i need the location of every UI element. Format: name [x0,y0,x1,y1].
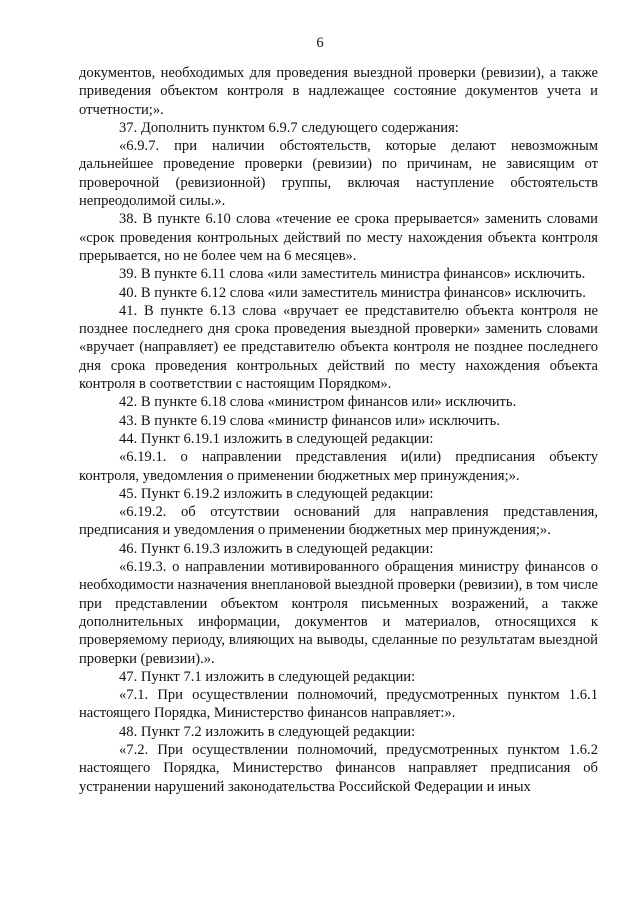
paragraph: документов, необходимых для проведения выездной проверки (ревизии), а также приведения объектом контроля в надлежащее состояние документов учета и отчетности;». [79,65,598,118]
paragraph: 44. Пункт 6.19.1 изложить в следующей редакции: [119,430,434,447]
paragraph: «6.19.2. об отсутствии оснований для направления представления, предписания и уведомления о применении бюджетных мер принуждения;». [79,504,598,539]
paragraph: 47. Пункт 7.1 изложить в следующей редакции: [119,668,416,685]
paragraph: 38. В пункте 6.10 слова «течение ее срока прерывается» заменить словами «срок проведения контрольных действий по месту нахождения объекта контроля прерывается, но не более чем на 6 месяцев». [79,211,598,264]
paragraph: «6.9.7. при наличии обстоятельств, которые делают невозможным дальнейшее проведение проверки (ревизии) по причинам, не зависящим от проверочной (ревизионной) группы, включая наступление обстоятельств непреодолимой силы.». [79,138,598,210]
paragraph: 37. Дополнить пунктом 6.9.7 следующего содержания: [119,119,459,136]
paragraph: 46. Пункт 6.19.3 изложить в следующей редакции: [119,540,434,557]
document-body [79,64,598,796]
paragraph: 42. В пункте 6.18 слова «министром финансов или» исключить. [119,394,517,411]
paragraph: 39. В пункте 6.11 слова «или заместитель министра финансов» исключить. [119,266,586,283]
paragraph: 43. В пункте 6.19 слова «министр финансов или» исключить. [119,412,500,429]
paragraph: 48. Пункт 7.2 изложить в следующей редакции: [119,723,416,740]
paragraph: «7.2. При осуществлении полномочий, предусмотренных пунктом 1.6.2 настоящего Порядка, Министерство финансов направляет предписания об устранении нарушений законодательства Российской Федерации и иных [79,741,598,795]
paragraph: 41. В пункте 6.13 слова «вручает ее представителю объекта контроля не позднее последнего дня срока проведения выездной проверки» заменить словами «вручает (направляет) ее представителю объекта контроля не позднее последнего дня срока проведения контрольных действий по месту нахождения объекта контроля в соответствии с настоящим Порядком». [79,302,598,393]
paragraph: «7.1. При осуществлении полномочий, предусмотренных пунктом 1.6.1 настоящего Порядка, Министерство финансов направляет:». [79,687,598,722]
paragraph: 40. В пункте 6.12 слова «или заместитель министра финансов» исключить. [119,284,586,301]
paragraph: «6.19.1. о направлении представления и(или) предписания объекту контроля, уведомления о применении бюджетных мер принуждения;». [79,449,598,484]
page-number: 6 [316,35,324,51]
paragraph: 45. Пункт 6.19.2 изложить в следующей редакции: [119,485,434,502]
paragraph: «6.19.3. о направлении мотивированного обращения министру финансов о необходимости назначения внеплановой выездной проверки (ревизии), в том числе при представлении объектом контроля письменных возражений, а также дополнительных информации, документов и материалов, относящихся к проверяемому периоду, влияющих на выводы, сделанные по результатам выездной проверки (ревизии).». [79,559,598,667]
